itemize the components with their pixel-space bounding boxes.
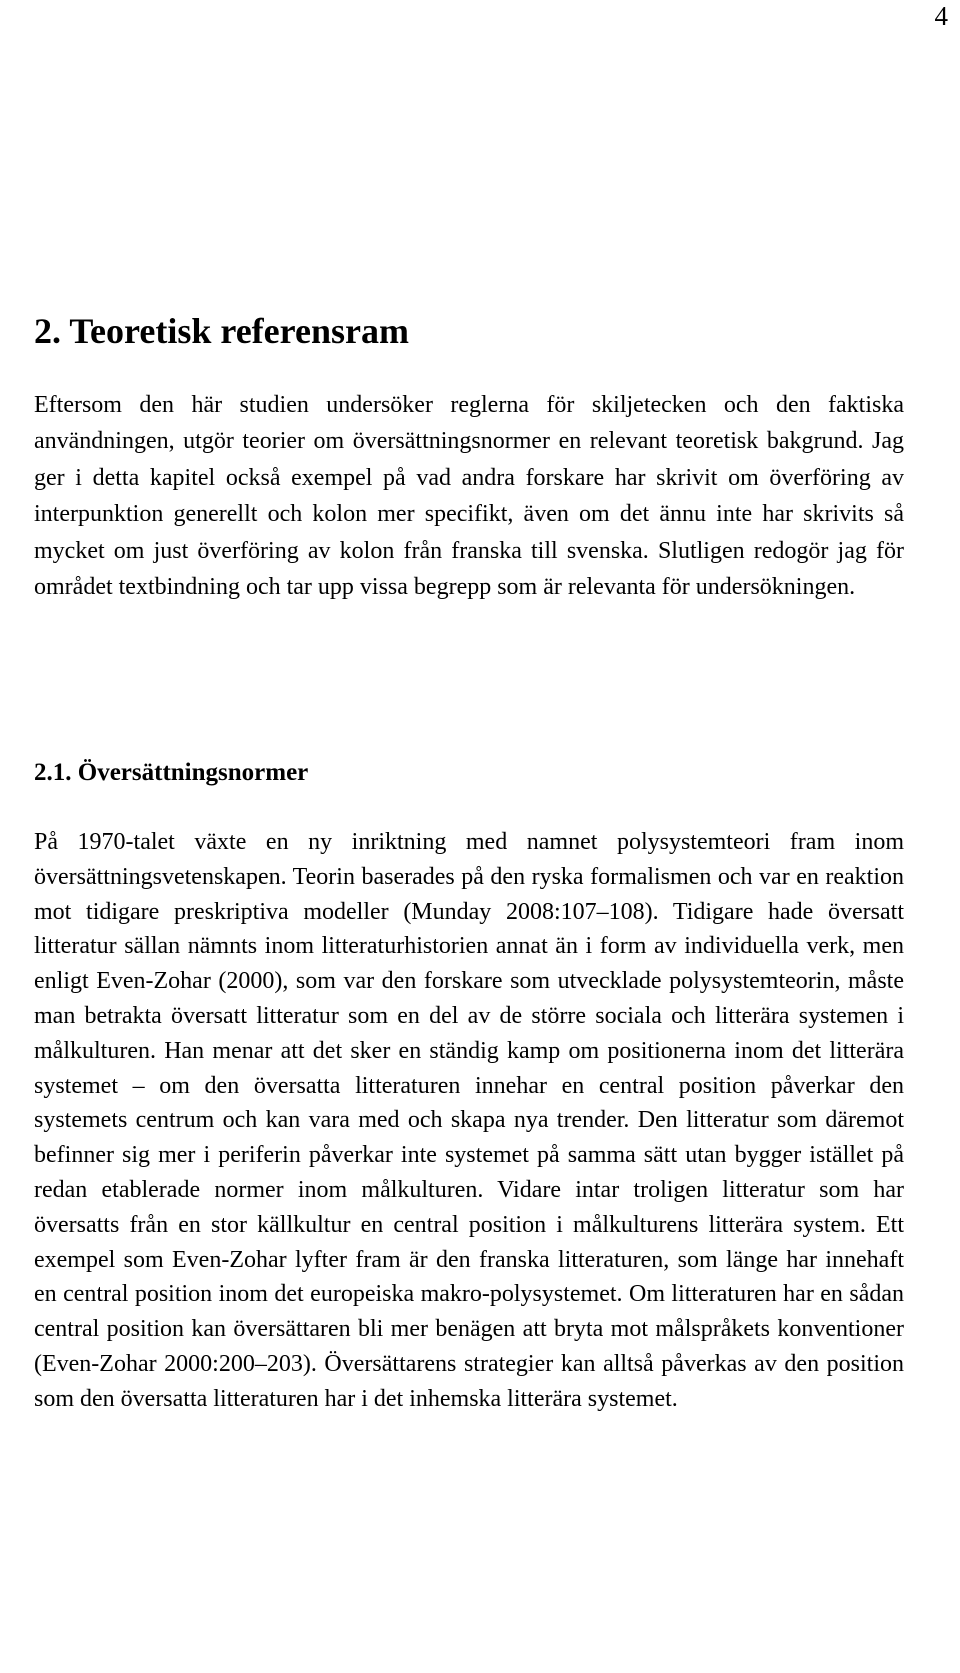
body-paragraph: På 1970-talet växte en ny inriktning med namnet polysystemteori fram inom översättningsvetenskapen. Teorin baserades på den ryska formalismen och var en reaktion mot tidigare preskriptiva modeller (Munday 2008:107–108). Tidigare hade översatt litteratur sällan nämnts inom litteraturhistorien annat än i form av individuella verk, men enligt Even-Zohar (2000), som var den forskare som utvecklade polysystemteorin, måste man betrakta översatt litteratur som en del av de större sociala och litterära systemen i målkulturen. Han menar att det sker en ständig kamp om positionerna inom det litterära systemet – om den översatta litteraturen innehar en central position påverkar den systemets centrum och kan vara med och skapa nya trender. Den litteratur som däremot befinner sig mer i periferin påverkar inte systemet på samma sätt utan bygger istället på redan etablerade normer inom målkulturen. Vidare intar troligen litteratur som har översatts från en stor källkultur en central position i målkulturens litterära system. Ett exempel som Even-Zohar lyfter fram är den franska litteraturen, som länge har innehaft en central position inom det europeiska makro-polysystemet. Om litteraturen har en sådan central position kan översättaren bli mer benägen att bryta mot målspråkets konventioner (Even-Zohar 2000:200–203). Översättarens strategier kan alltså påverkas av den position som den översatta litteraturen har i det inhemska litterära systemet. bbox=[34, 829, 904, 1412]
page-number: 4 bbox=[934, 1, 948, 31]
subsection-heading: 2.1. Översättningsnormer bbox=[34, 759, 309, 786]
intro-paragraph: Eftersom den här studien undersöker reglerna för skiljetecken och den faktiska användningen, utgör teorier om översättningsnormer en relevant teoretisk bakgrund. Jag ger i detta kapitel också exempel på vad andra forskare har skrivit om överföring av interpunktion generellt och kolon mer specifikt, även om det ännu inte har skrivits så mycket om just överföring av kolon från franska till svenska. Slutligen redogör jag för området textbindning och tar upp vissa begrepp som är relevanta för undersökningen. bbox=[34, 392, 904, 601]
section-heading: 2. Teoretisk referensram bbox=[34, 311, 409, 351]
